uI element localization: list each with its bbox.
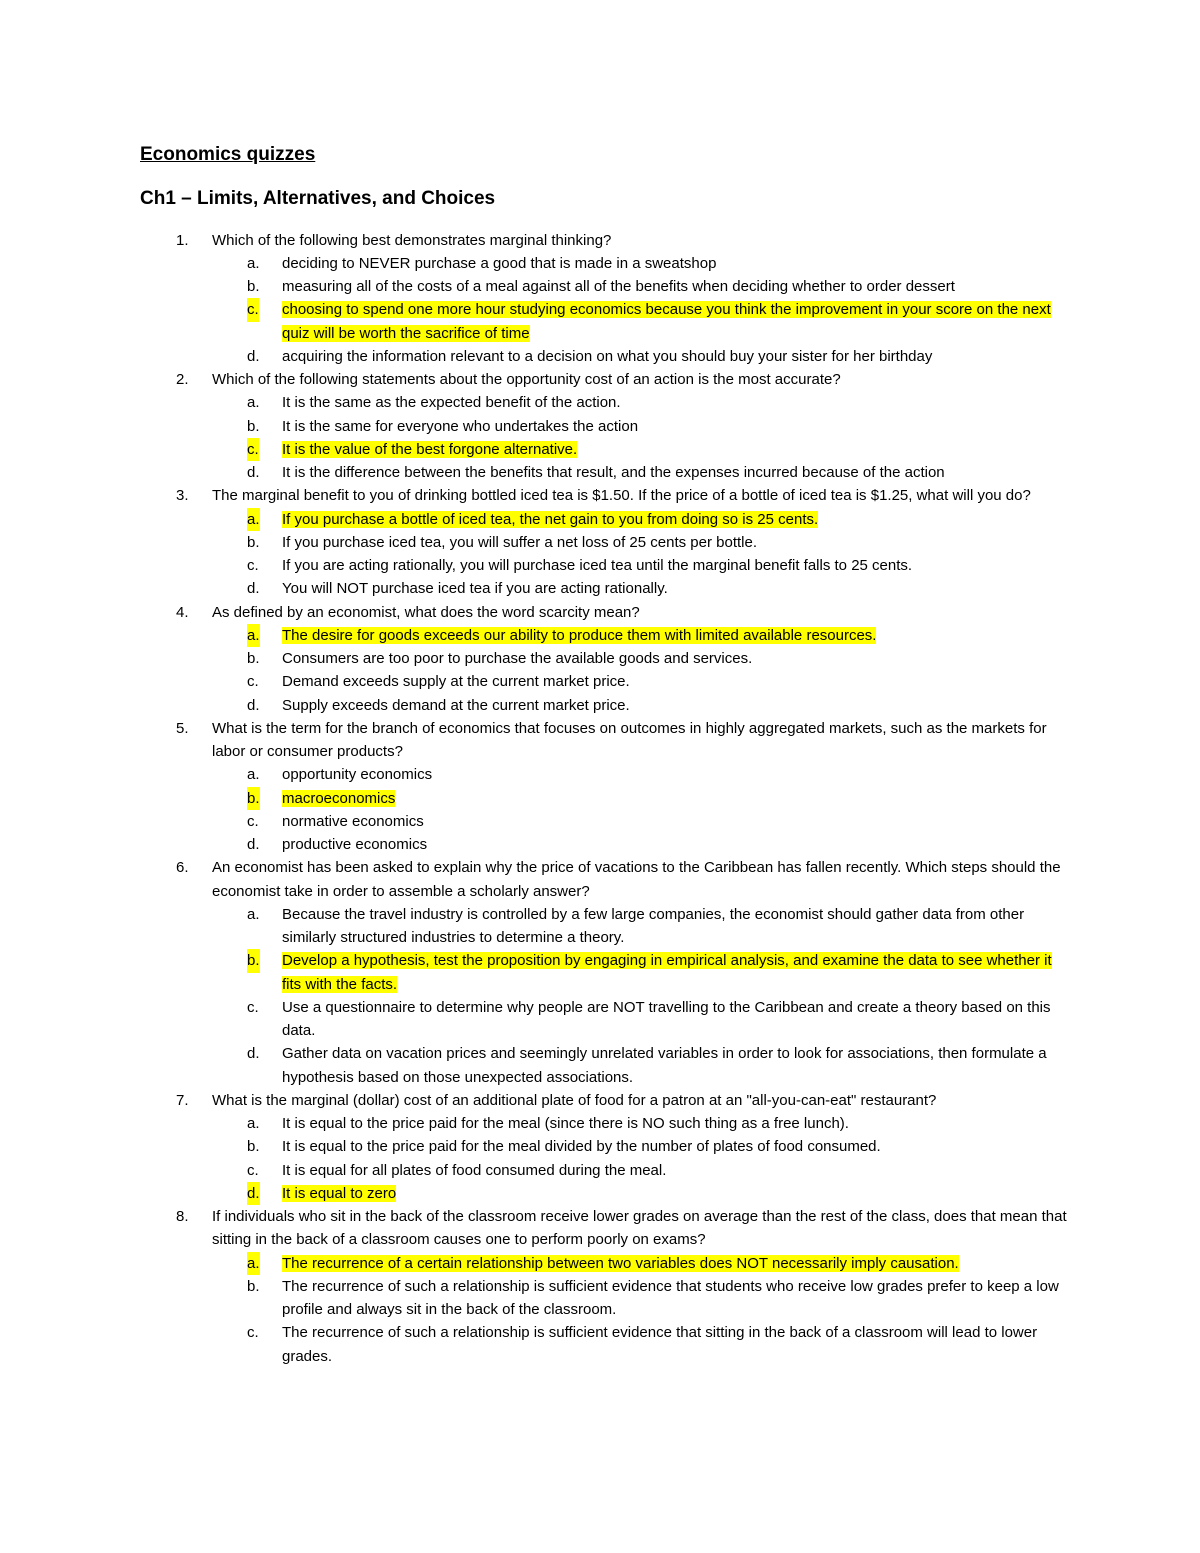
answer-option	[0, 903, 1200, 950]
question-number: 1.	[176, 231, 189, 249]
answer-option-correct	[0, 438, 1200, 461]
answer-option	[0, 345, 1200, 368]
option-text-wrap	[282, 810, 1062, 833]
question-text: The marginal benefit to you of drinking bottled iced tea is $1.50. If the price of a bottle of iced tea is $1.25, what will you do?	[212, 487, 1031, 505]
answer-option	[0, 252, 1200, 275]
answer-option	[0, 415, 1200, 438]
answer-options	[212, 391, 1200, 484]
option-letter: b.	[247, 787, 260, 810]
option-text-wrap	[282, 694, 1062, 717]
option-letter: c.	[247, 673, 259, 691]
option-text: opportunity economics	[282, 766, 433, 784]
answer-option-correct	[0, 298, 1200, 345]
question-number: 7.	[176, 1091, 189, 1109]
question-number: 8.	[176, 1208, 189, 1225]
question-text: As defined by an economist, what does the word scarcity mean?	[212, 603, 640, 621]
question-item	[0, 229, 1200, 369]
option-letter: d.	[247, 347, 260, 365]
option-text-wrap	[282, 298, 1062, 345]
answer-options	[212, 252, 1200, 368]
option-letter: a.	[247, 254, 260, 272]
option-text-wrap	[282, 415, 1062, 438]
option-text: If you are acting rationally, you will purchase iced tea until the marginal benefit falls to 25 cents.	[282, 557, 913, 574]
option-text: It is equal to the price paid for the meal (since there is NO such thing as a free lunch).	[282, 1115, 849, 1132]
question-item	[0, 601, 1200, 717]
question-number: 2.	[176, 371, 189, 388]
option-text-wrap	[282, 647, 1062, 670]
answer-option	[0, 1135, 1200, 1158]
answer-option	[0, 577, 1200, 600]
question-text: Which of the following statements about the opportunity cost of an action is the most accurate?	[212, 371, 841, 388]
option-letter: a.	[247, 1252, 260, 1275]
option-letter: c.	[247, 1324, 259, 1342]
answer-option	[0, 1042, 1200, 1089]
answer-option	[0, 996, 1200, 1043]
option-text: productive economics	[282, 836, 428, 853]
option-text: It is the same for everyone who undertakes the action	[282, 417, 639, 435]
answer-option	[0, 275, 1200, 298]
question-text: What is the marginal (dollar) cost of an additional plate of food for a patron at an "all-you-can-eat" restaurant?	[212, 1091, 937, 1109]
answer-option	[0, 694, 1200, 717]
option-text-wrap	[282, 461, 1062, 484]
question-text: An economist has been asked to explain why the price of vacations to the Caribbean has fallen recently. Which steps should the economist take in order to assemble a scholarly answer?	[212, 859, 1061, 900]
option-text: The recurrence of such a relationship is sufficient evidence that students who receive low grades prefer to keep a low profile and always sit in the back of the classroom.	[282, 1277, 1059, 1318]
option-letter: d.	[247, 580, 260, 598]
option-text: It is equal for all plates of food consumed during the meal.	[282, 1161, 667, 1179]
answer-option	[0, 670, 1200, 693]
option-text: Demand exceeds supply at the current market price.	[282, 673, 630, 691]
answer-option	[0, 461, 1200, 484]
option-text: normative economics	[282, 812, 424, 830]
option-text: If you purchase iced tea, you will suffer a net loss of 25 cents per bottle.	[282, 533, 757, 551]
option-text: choosing to spend one more hour studying economics because you think the improvement in your score on the next quiz will be worth the sacrifice of time	[282, 301, 1051, 342]
answer-option	[0, 531, 1200, 554]
option-text-wrap	[282, 438, 1062, 461]
option-text: measuring all of the costs of a meal against all of the benefits when deciding whether to order dessert	[282, 278, 955, 295]
option-text-wrap	[282, 508, 1062, 531]
option-letter: c.	[247, 812, 259, 830]
option-text-wrap	[282, 345, 1062, 368]
option-text-wrap	[282, 763, 1062, 786]
option-text-wrap	[282, 1321, 1062, 1368]
answer-options	[212, 1252, 1200, 1368]
option-letter: c.	[247, 298, 259, 321]
option-text-wrap	[282, 554, 1062, 577]
option-text-wrap	[282, 1042, 1062, 1089]
option-text: Use a questionnaire to determine why people are NOT travelling to the Caribbean and create a theory based on this data.	[282, 998, 1051, 1039]
answer-option-correct	[0, 624, 1200, 647]
question-number: 3.	[176, 487, 189, 505]
answer-option	[0, 763, 1200, 786]
option-text: The recurrence of such a relationship is sufficient evidence that sitting in the back of a classroom will lead to lower grades.	[282, 1324, 1038, 1365]
question-item	[0, 856, 1200, 1089]
answer-option	[0, 554, 1200, 577]
option-letter: a.	[247, 624, 260, 647]
answer-option	[0, 833, 1200, 856]
option-text-wrap	[282, 252, 1062, 275]
option-text: acquiring the information relevant to a decision on what you should buy your sister for her birthday	[282, 347, 933, 365]
option-text-wrap	[282, 577, 1062, 600]
option-text: It is the difference between the benefits that result, and the expenses incurred because of the action	[282, 464, 945, 481]
option-text: The recurrence of a certain relationship between two variables does NOT necessarily imply causation.	[282, 1254, 959, 1272]
option-letter: d.	[247, 836, 260, 853]
answer-option	[0, 647, 1200, 670]
answer-option-correct	[0, 508, 1200, 531]
option-letter: b.	[247, 949, 260, 972]
option-text-wrap	[282, 1159, 1062, 1182]
option-text-wrap	[282, 1182, 1062, 1205]
option-text: It is the value of the best forgone alternative.	[282, 440, 578, 458]
option-text: It is equal to zero	[282, 1184, 397, 1202]
option-text-wrap	[282, 996, 1062, 1043]
question-number: 6.	[176, 859, 189, 877]
option-letter: b.	[247, 1138, 260, 1156]
option-letter: a.	[247, 508, 260, 531]
document-title: Economics quizzes	[140, 144, 316, 165]
option-text: Consumers are too poor to purchase the available goods and services.	[282, 650, 753, 667]
option-text-wrap	[282, 949, 1062, 996]
chapter-heading: Ch1 – Limits, Alternatives, and Choices	[140, 188, 496, 209]
question-list	[0, 229, 1200, 1368]
option-letter: d.	[247, 696, 260, 714]
option-letter: d.	[247, 1182, 260, 1205]
option-text-wrap	[282, 624, 1062, 647]
option-letter: b.	[247, 417, 260, 435]
option-letter: d.	[247, 1045, 260, 1063]
option-text: Supply exceeds demand at the current market price.	[282, 696, 630, 714]
question-item	[0, 1205, 1200, 1368]
option-letter: b.	[247, 278, 260, 295]
question-number: 4.	[176, 603, 189, 621]
answer-option-correct	[0, 787, 1200, 810]
answer-options	[212, 903, 1200, 1089]
option-letter: a.	[247, 766, 260, 784]
option-text-wrap	[282, 391, 1062, 414]
answer-options	[212, 624, 1200, 717]
option-text: You will NOT purchase iced tea if you are acting rationally.	[282, 580, 668, 598]
option-text-wrap	[282, 903, 1062, 950]
option-letter: b.	[247, 650, 260, 667]
option-text-wrap	[282, 1252, 1062, 1275]
answer-option	[0, 1112, 1200, 1135]
question-item	[0, 1089, 1200, 1205]
question-text: If individuals who sit in the back of the classroom receive lower grades on average than the rest of the class, does that mean that sitting in the back of a classroom causes one to perform poorly on exams?	[212, 1208, 1067, 1249]
option-text-wrap	[282, 1135, 1062, 1158]
option-text: deciding to NEVER purchase a good that is made in a sweatshop	[282, 254, 717, 272]
option-letter: c.	[247, 438, 259, 461]
option-letter: a.	[247, 394, 260, 412]
option-letter: b.	[247, 1277, 260, 1295]
answer-option	[0, 391, 1200, 414]
answer-options	[212, 508, 1200, 601]
option-text: It is the same as the expected benefit of the action.	[282, 394, 621, 412]
answer-option	[0, 810, 1200, 833]
option-text-wrap	[282, 1275, 1062, 1322]
option-text-wrap	[282, 670, 1062, 693]
option-letter: a.	[247, 1115, 260, 1132]
option-text: Because the travel industry is controlled by a few large companies, the economist should gather data from other similarly structured industries to determine a theory.	[282, 905, 1025, 946]
option-text: macroeconomics	[282, 789, 396, 807]
option-text-wrap	[282, 833, 1062, 856]
answer-option-correct	[0, 949, 1200, 996]
answer-options	[212, 1112, 1200, 1205]
option-text-wrap	[282, 1112, 1062, 1135]
question-item	[0, 368, 1200, 484]
option-text: Gather data on vacation prices and seemingly unrelated variables in order to look for associations, then formulate a hypothesis based on those unexpected associations.	[282, 1045, 1047, 1086]
option-letter: b.	[247, 533, 260, 551]
option-text-wrap	[282, 531, 1062, 554]
question-text: What is the term for the branch of economics that focuses on outcomes in highly aggregated markets, such as the markets for labor or consumer products?	[212, 719, 1047, 760]
answer-options	[212, 763, 1200, 856]
question-number: 5.	[176, 719, 189, 737]
option-text: If you purchase a bottle of iced tea, the net gain to you from doing so is 25 cents.	[282, 510, 819, 528]
answer-option	[0, 1321, 1200, 1368]
option-text-wrap	[282, 787, 1062, 810]
question-text: Which of the following best demonstrates marginal thinking?	[212, 231, 612, 249]
option-letter: a.	[247, 905, 260, 923]
option-letter: c.	[247, 1161, 259, 1179]
option-text: It is equal to the price paid for the meal divided by the number of plates of food consumed.	[282, 1138, 881, 1156]
option-text: Develop a hypothesis, test the proposition by engaging in empirical analysis, and examine the data to see whether it fits with the facts.	[282, 952, 1052, 993]
option-text: The desire for goods exceeds our ability to produce them with limited available resources.	[282, 626, 877, 644]
answer-option	[0, 1159, 1200, 1182]
question-item	[0, 484, 1200, 600]
option-letter: c.	[247, 998, 259, 1016]
answer-option	[0, 1275, 1200, 1322]
option-letter: c.	[247, 557, 259, 574]
option-text-wrap	[282, 275, 1062, 298]
answer-option-correct	[0, 1182, 1200, 1205]
answer-option-correct	[0, 1252, 1200, 1275]
question-item	[0, 717, 1200, 857]
option-letter: d.	[247, 464, 260, 481]
